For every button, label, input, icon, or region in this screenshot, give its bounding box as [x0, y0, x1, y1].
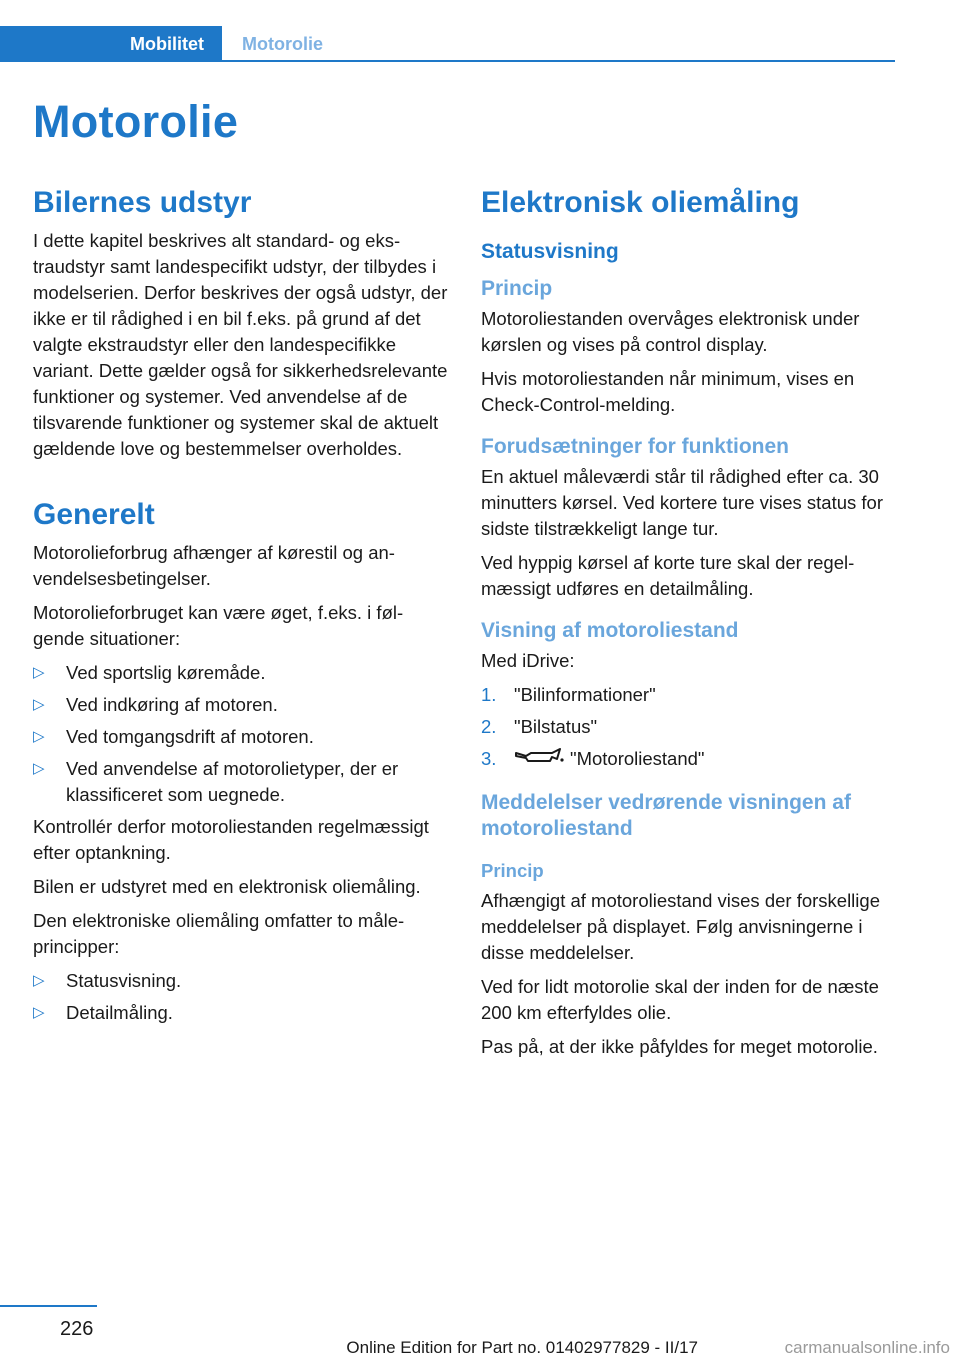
list-item	[33, 968, 448, 994]
step-text: "Bilinformationer"	[514, 684, 656, 705]
list-item-text: Ved anvendelse af motorolietyper, der er klassificeret som uegnede.	[66, 758, 399, 805]
step-text: "Motoroliestand"	[570, 748, 705, 769]
triangle-bullet-icon: ▷	[33, 696, 45, 713]
list-item-text: Ved tomgangsdrift af motoren.	[66, 726, 314, 747]
step-number: 3.	[481, 748, 497, 769]
heading-forudsaetninger: Forudsætninger for funktionen	[481, 435, 789, 458]
heading-generelt: Generelt	[33, 498, 155, 531]
right-column	[481, 184, 896, 1068]
heading-princip: Princip	[481, 277, 553, 300]
triangle-bullet-icon: ▷	[33, 728, 45, 745]
paragraph: Motorolieforbruget kan være øget, f.eks. i følgende situationer:	[33, 602, 404, 649]
paragraph: Den elektroniske oliemåling omfatter to måleprincipper:	[33, 910, 405, 957]
triangle-bullet-icon: ▷	[33, 664, 45, 681]
list-item-text: Ved indkøring af motoren.	[66, 694, 278, 715]
bullet-list	[33, 968, 448, 1026]
paragraph: En aktuel måleværdi står til rådighed efter ca. 30 minutters kørsel. Ved kortere ture vises status for sidste tilstrækkeligt lange tur.	[481, 466, 884, 539]
step-text: "Bilstatus"	[514, 716, 598, 737]
watermark: carmanualsonline.info	[784, 1338, 950, 1357]
list-item	[33, 756, 448, 808]
list-item	[33, 692, 448, 718]
header-rule	[0, 60, 895, 62]
tab-mobilitet[interactable]	[0, 26, 222, 62]
heading-statusvisning: Statusvisning	[481, 240, 619, 263]
paragraph: Kontrollér derfor motoroliestanden regelmæssigt efter optankning.	[33, 816, 429, 863]
step-item	[481, 682, 896, 708]
heading-meddelelser: Meddelelser vedrørende visningen af motoroliestand	[481, 790, 851, 840]
edition-note: Online Edition for Part no. 01402977829 - II/17	[346, 1338, 698, 1357]
list-item	[33, 724, 448, 750]
heading-elektronisk-oliemaaling: Elektronisk oliemåling	[481, 186, 800, 219]
oil-can-icon	[514, 747, 564, 774]
heading-princip-2: Princip	[481, 859, 544, 881]
left-column	[33, 184, 448, 1032]
list-item	[33, 1000, 448, 1026]
paragraph: I dette kapitel beskrives alt standard- og ekstraudstyr samt landespecifikt udstyr, der tilbydes i modelserien. Derfor beskrives der også udstyr, der ikke er til rådighed i en bil f.eks. på grund af det valgte ekstraudstyr eller den landespecifikke variant. Dette gælder også for sikkerhedsrelevante funktioner og systemer. Ved anvendelse af de tilsvarende funktioner og systemer skal de aktuelt gældende love og bestemmelser overholdes.	[33, 230, 448, 459]
step-number: 1.	[481, 684, 497, 705]
paragraph: Motorolieforbrug afhænger af kørestil og anvendelsesbetingelser.	[33, 542, 395, 589]
step-item	[481, 746, 896, 774]
list-item-text: Ved sportslig køremåde.	[66, 662, 266, 683]
step-list	[481, 682, 896, 774]
tab-motorolie-label: Motorolie	[242, 33, 323, 54]
paragraph: Motoroliestanden overvåges elektronisk under kørslen og vises på control display.	[481, 308, 860, 355]
tab-motorolie[interactable]	[222, 26, 323, 62]
footer-rule	[0, 1305, 97, 1307]
chapter-title: Motorolie	[33, 96, 239, 147]
triangle-bullet-icon: ▷	[33, 760, 45, 777]
list-item-text: Statusvisning.	[66, 970, 182, 991]
header-bar	[0, 26, 895, 62]
step-item	[481, 714, 896, 740]
page-number: 226	[60, 1318, 94, 1340]
paragraph: Bilen er udstyret med en elektronisk oliemåling.	[33, 876, 421, 897]
heading-visning: Visning af motoroliestand	[481, 619, 739, 642]
triangle-bullet-icon: ▷	[33, 1004, 45, 1021]
paragraph: Pas på, at der ikke påfyldes for meget motorolie.	[481, 1035, 878, 1057]
paragraph: Ved for lidt motorolie skal der inden for de næste 200 km efterfyldes olie.	[481, 975, 879, 1023]
bullet-list	[33, 660, 448, 808]
heading-bilernes-udstyr: Bilernes udstyr	[33, 186, 252, 219]
paragraph: Hvis motoroliestanden når minimum, vises en Check-Control-melding.	[481, 368, 855, 415]
paragraph: Afhængigt af motoroliestand vises der forskellige meddelelser på displayet. Følg anvisningerne i disse meddelelser.	[481, 889, 880, 963]
paragraph: Ved hyppig kørsel af korte ture skal der regelmæssigt udføres en detailmåling.	[481, 552, 855, 599]
step-number: 2.	[481, 716, 497, 737]
list-item-text: Detailmåling.	[66, 1002, 173, 1023]
triangle-bullet-icon: ▷	[33, 972, 45, 989]
paragraph: Med iDrive:	[481, 650, 575, 671]
tab-mobilitet-label: Mobilitet	[130, 33, 204, 54]
list-item	[33, 660, 448, 686]
